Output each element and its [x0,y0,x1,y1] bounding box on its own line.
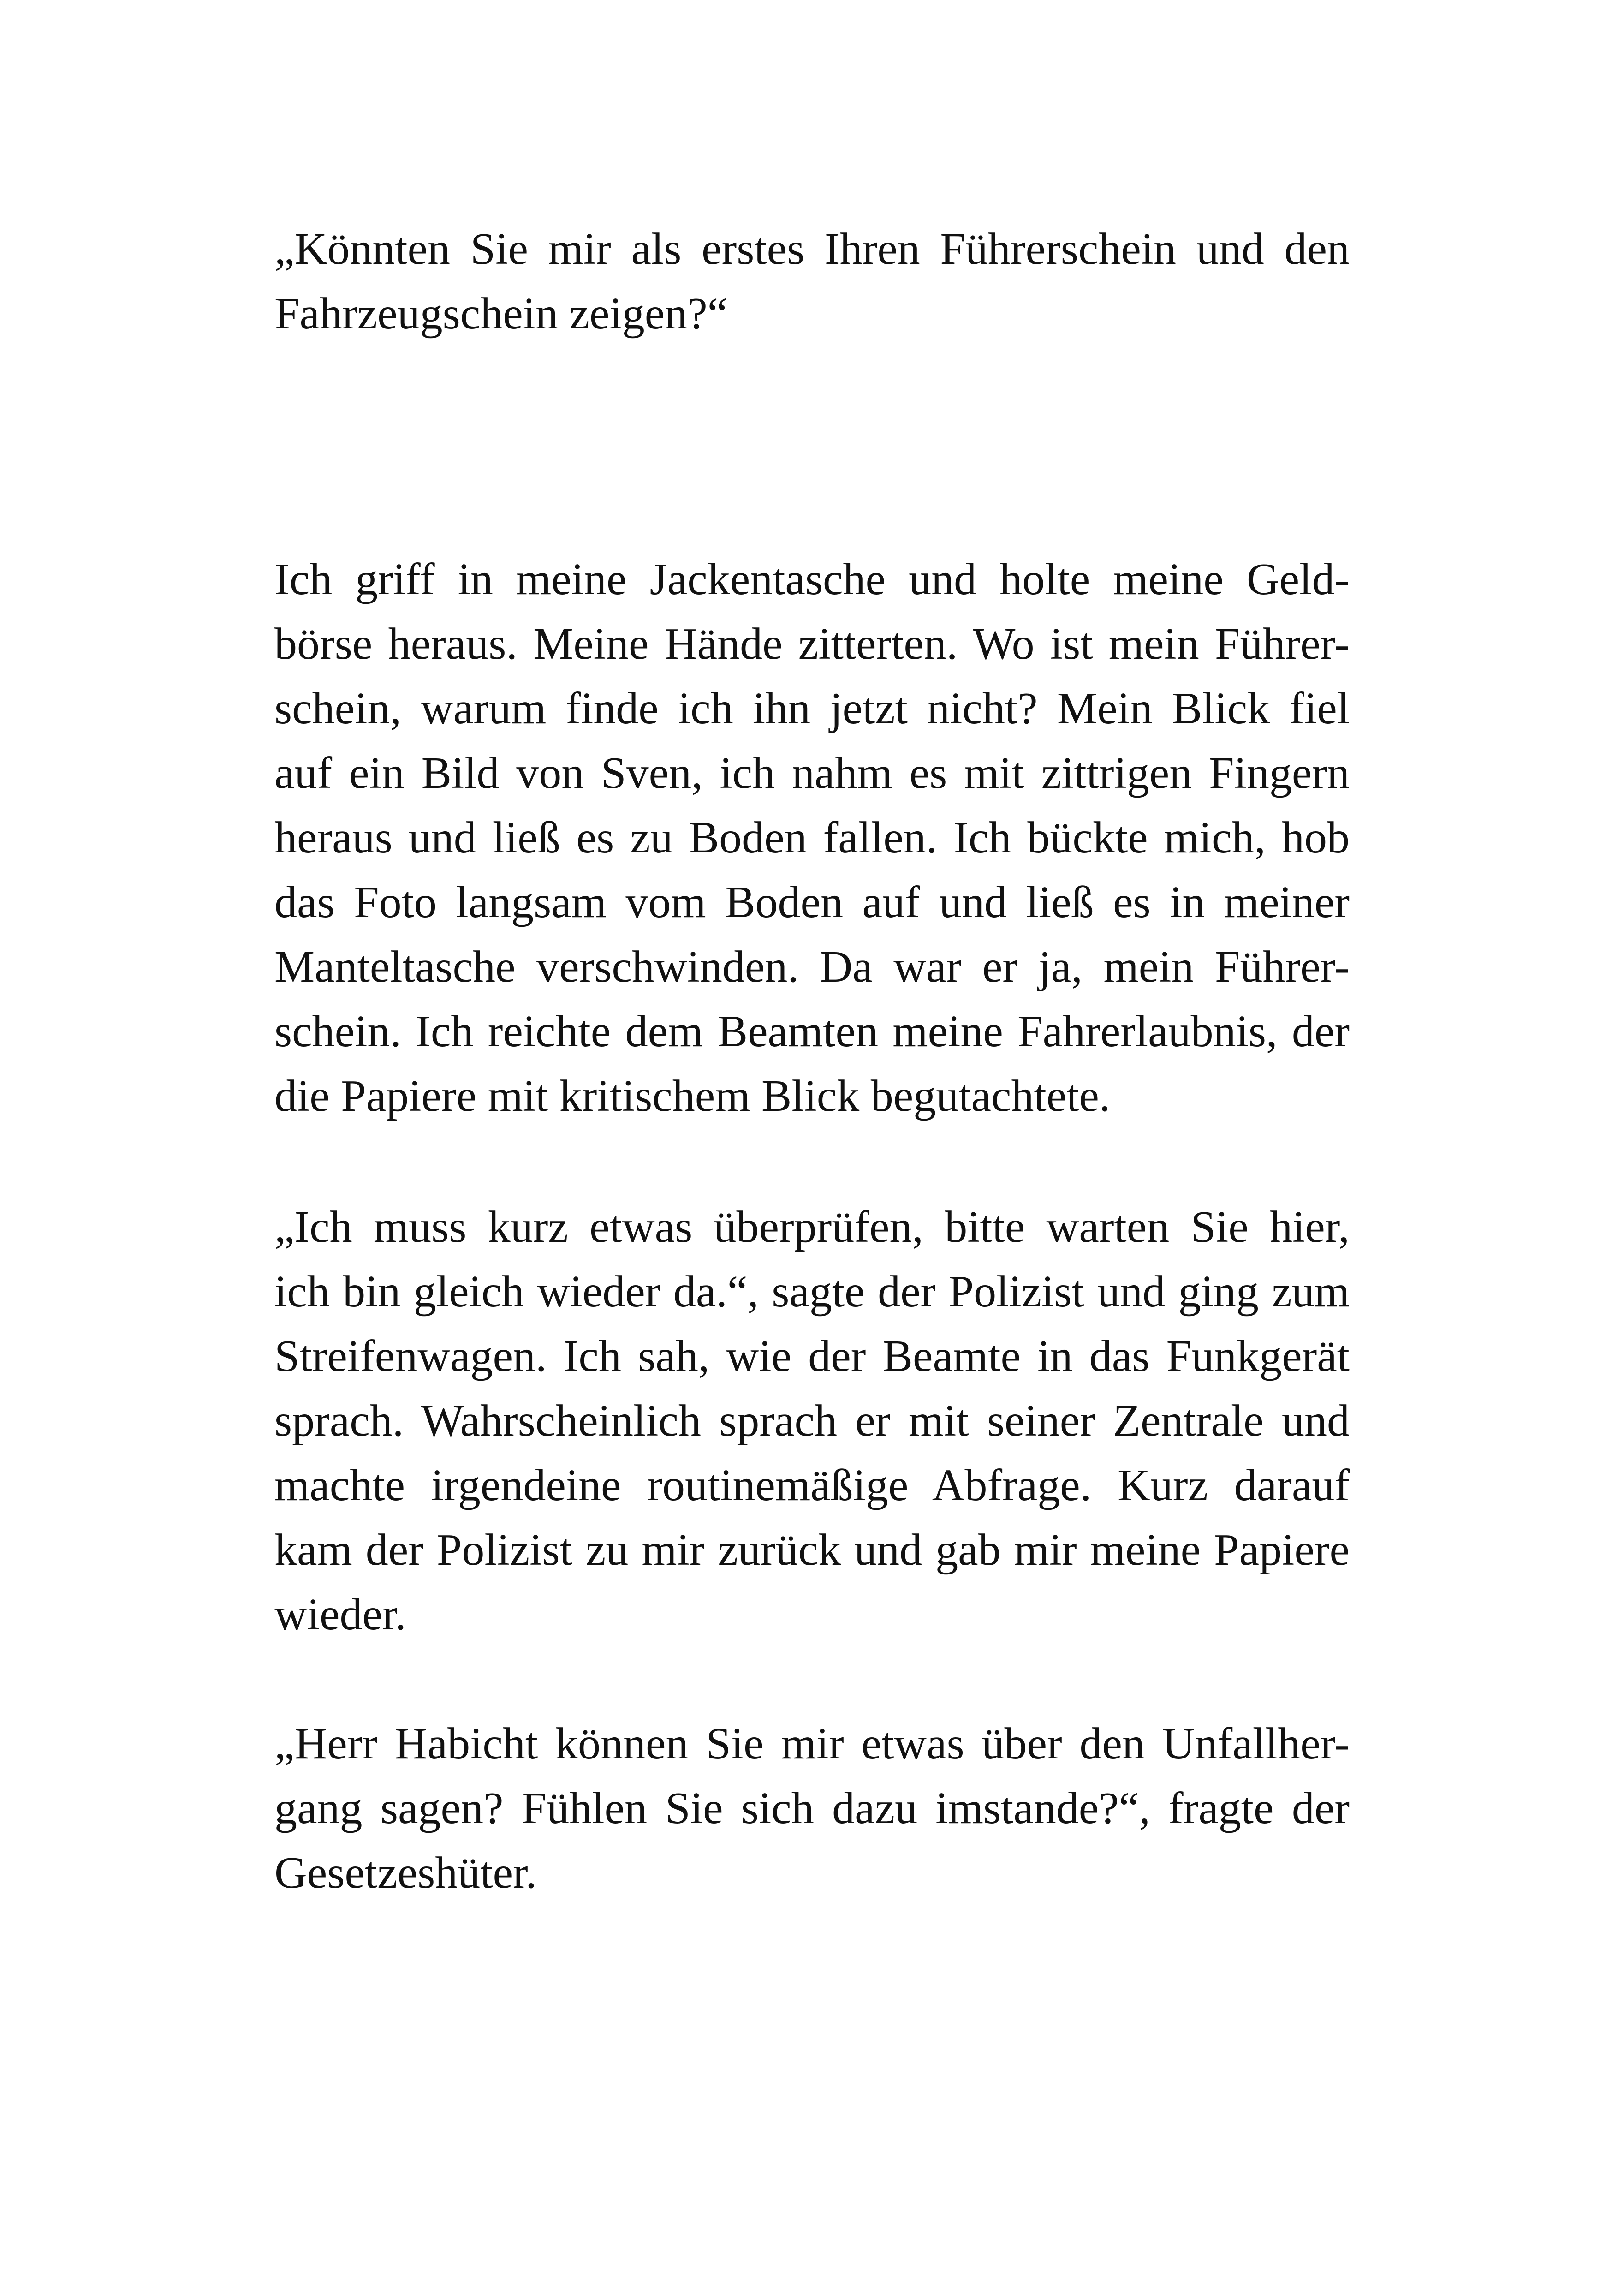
text-line: die Papiere mit kritischem Blick begutachtete. [274,1071,1111,1121]
text-line: Streifenwagen. Ich sah, wie der Beamte in das Funkgerät [274,1331,1350,1381]
text-line: „Könnten Sie mir als erstes Ihren Führerschein und den [274,224,1350,274]
text-line: machte irgendeine routinemäßige Abfrage. Kurz darauf [274,1460,1350,1510]
text-line: Fahrzeugschein zeigen?“ [274,289,728,339]
paragraph-4 [274,1711,1350,1905]
text-line: Ich griff in meine Jackentasche und holte meine Geld- [274,554,1350,604]
text-line: kam der Polizist zu mir zurück und gab mir meine Papiere [274,1525,1350,1575]
text-line: schein. Ich reichte dem Beamten meine Fahrerlaubnis, der [274,1007,1350,1056]
text-line: „Herr Habicht können Sie mir etwas über den Unfallher- [274,1719,1350,1769]
text-line: heraus und ließ es zu Boden fallen. Ich bückte mich, hob [274,813,1350,863]
text-line: ich bin gleich wieder da.“, sagte der Polizist und ging zum [274,1267,1350,1317]
text-line: wieder. [274,1590,406,1639]
text-line: „Ich muss kurz etwas überprüfen, bitte warten Sie hier, [274,1202,1350,1252]
text-line: Manteltasche verschwinden. Da war er ja, mein Führer- [274,942,1350,992]
text-line: schein, warum finde ich ihn jetzt nicht? Mein Blick fiel [274,684,1350,733]
text-line: das Foto langsam vom Boden auf und ließ es in meiner [274,877,1350,927]
text-line: gang sagen? Fühlen Sie sich dazu imstande?“, fragte der [274,1783,1350,1833]
text-line: sprach. Wahrscheinlich sprach er mit seiner Zentrale und [274,1396,1350,1446]
paragraph-3 [274,1195,1350,1647]
text-line: Gesetzeshüter. [274,1848,537,1898]
paragraph-1 [274,217,1350,346]
text-line: auf ein Bild von Sven, ich nahm es mit zittrigen Fingern [274,748,1350,798]
paragraph-2 [274,547,1350,1128]
text-line: börse heraus. Meine Hände zitterten. Wo ist mein Führer- [274,619,1350,669]
